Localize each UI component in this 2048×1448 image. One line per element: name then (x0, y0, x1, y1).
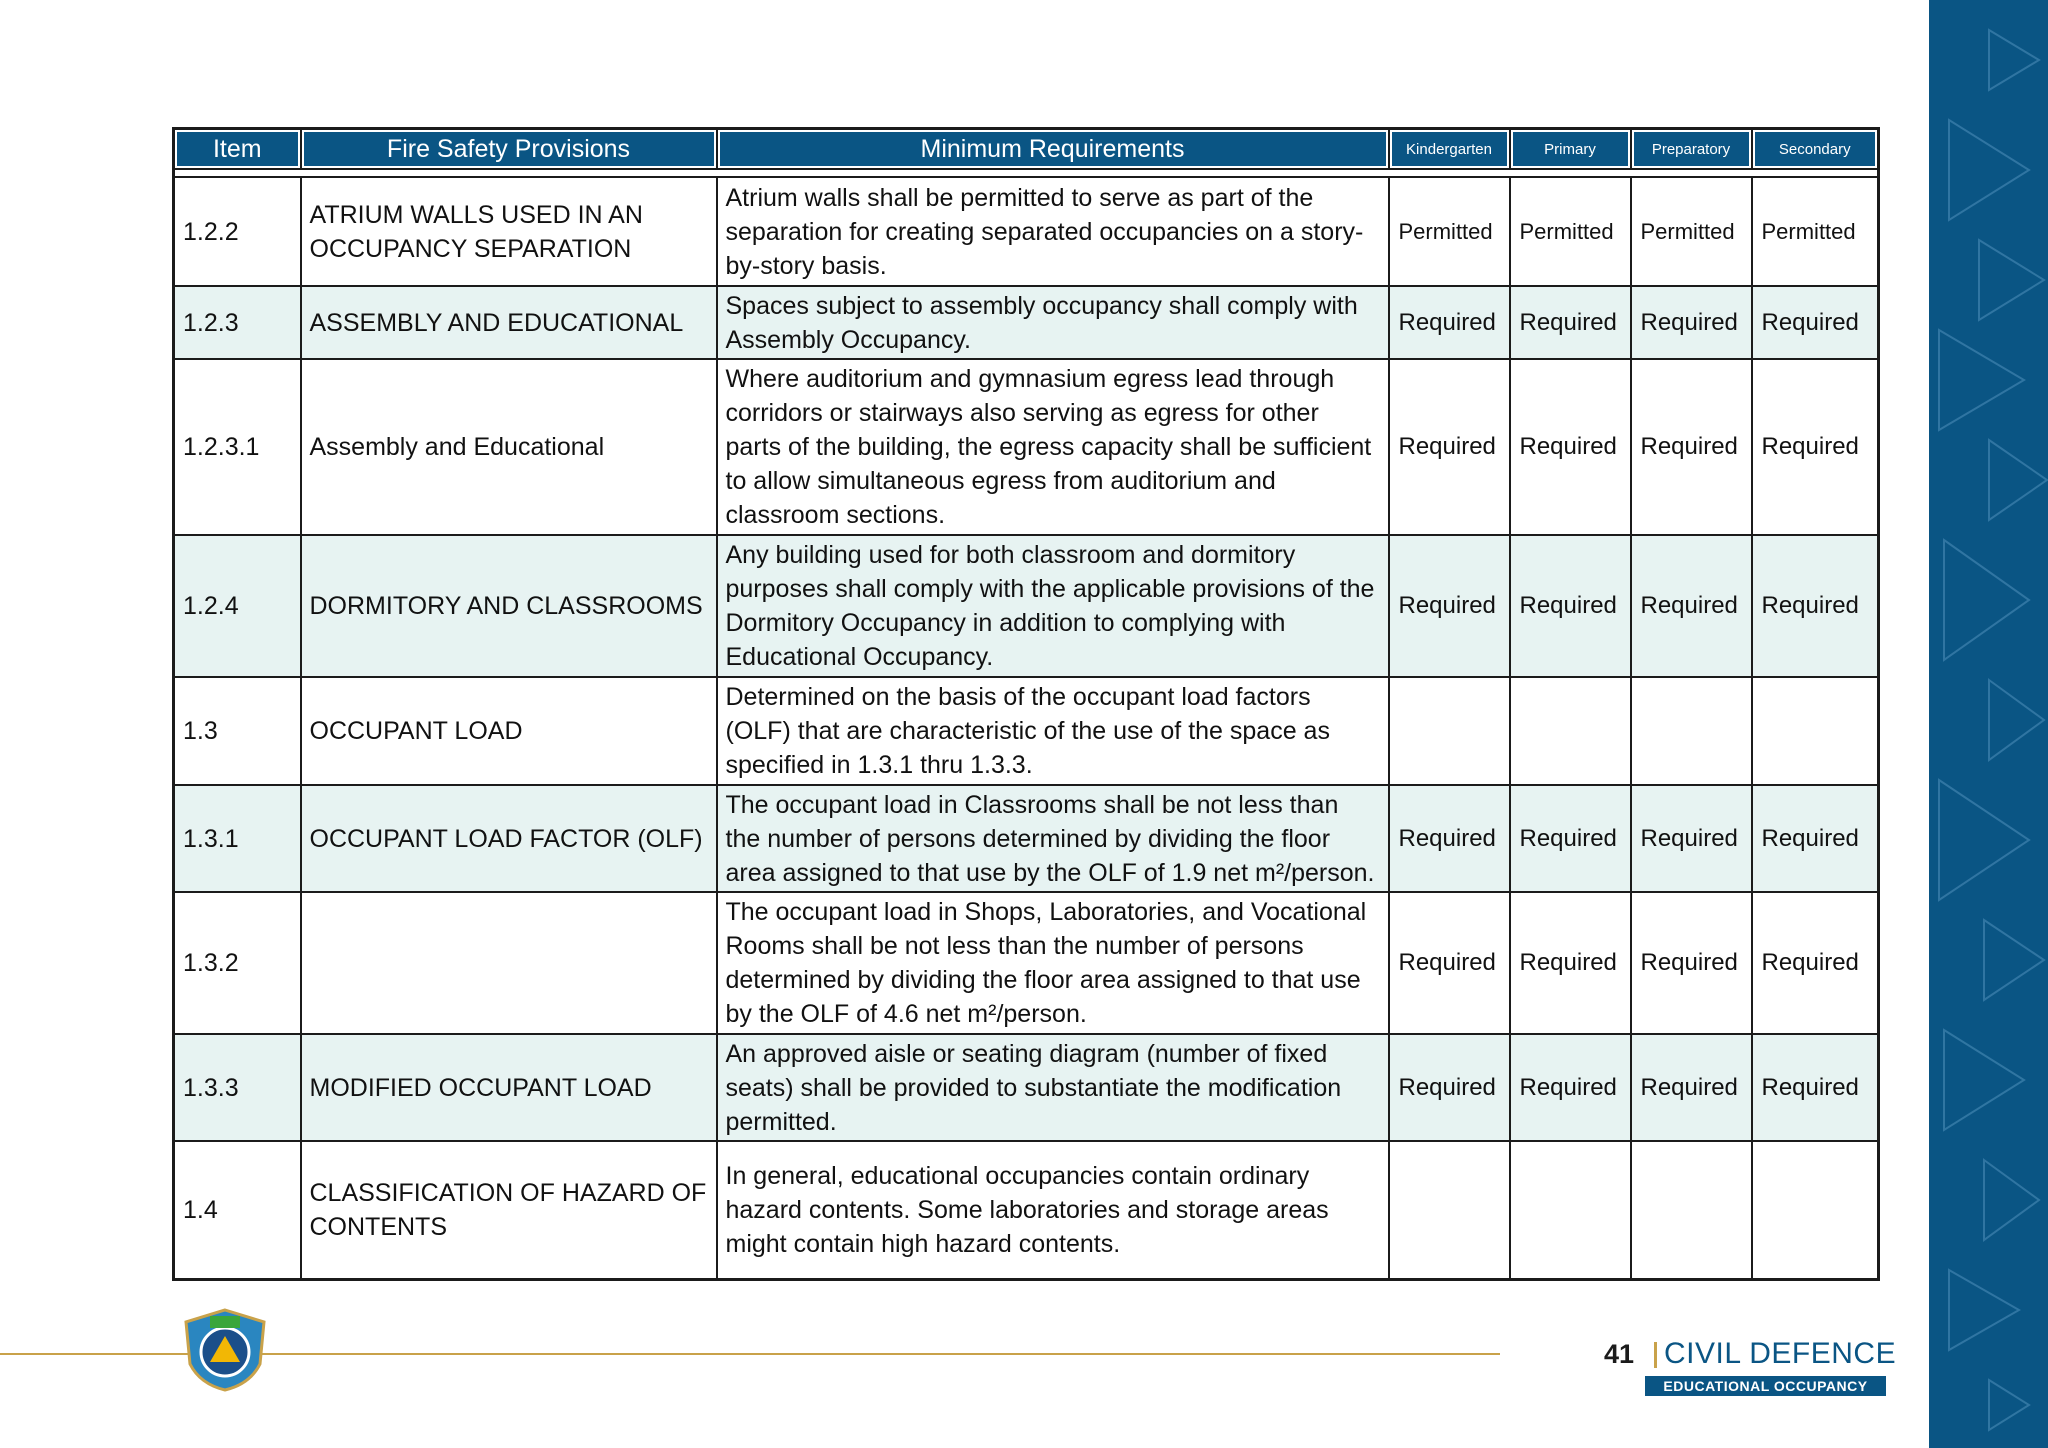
secondary-cell: Required (1752, 785, 1879, 892)
table-row (174, 286, 1879, 359)
table-row (174, 535, 1879, 677)
header-preparatory: Preparatory (1631, 129, 1752, 170)
item-cell: 1.2.4 (174, 535, 301, 677)
primary-cell: Required (1510, 892, 1631, 1034)
requirement-cell: Atrium walls shall be permitted to serve as part of the separation for creating separated occupancies on a story-by-story basis. (717, 177, 1389, 286)
preparatory-cell: Required (1631, 286, 1752, 359)
requirement-cell: Where auditorium and gymnasium egress lead through corridors or stairways also serving as egress for other parts of the building, the egress capacity shall be sufficient to allow simultaneous egress from auditorium and classroom sections. (717, 359, 1389, 535)
requirement-cell: Spaces subject to assembly occupancy shall comply with Assembly Occupancy. (717, 286, 1389, 359)
section-badge: EDUCATIONAL OCCUPANCY (1645, 1376, 1886, 1396)
fire-safety-requirements-table (172, 127, 1880, 1281)
preparatory-cell: Required (1631, 785, 1752, 892)
primary-cell (1510, 1141, 1631, 1279)
preparatory-cell: Permitted (1631, 177, 1752, 286)
kindergarten-cell: Required (1389, 892, 1510, 1034)
table-row (174, 785, 1879, 892)
preparatory-cell: Required (1631, 535, 1752, 677)
preparatory-cell: Required (1631, 1034, 1752, 1141)
secondary-cell: Required (1752, 535, 1879, 677)
kindergarten-cell (1389, 677, 1510, 785)
item-cell: 1.3.3 (174, 1034, 301, 1141)
primary-cell: Required (1510, 785, 1631, 892)
kindergarten-cell: Required (1389, 535, 1510, 677)
secondary-cell: Permitted (1752, 177, 1879, 286)
header-fire-safety-provisions: Fire Safety Provisions (301, 129, 717, 170)
kindergarten-cell: Required (1389, 1034, 1510, 1141)
header-kindergarten: Kindergarten (1389, 129, 1510, 170)
provision-cell: ASSEMBLY AND EDUCATIONAL (301, 286, 717, 359)
primary-cell (1510, 677, 1631, 785)
primary-cell: Required (1510, 359, 1631, 535)
provision-cell (301, 892, 717, 1034)
item-cell: 1.3 (174, 677, 301, 785)
secondary-cell (1752, 677, 1879, 785)
provision-cell: ATRIUM WALLS USED IN AN OCCUPANCY SEPARATION (301, 177, 717, 286)
header-gap (174, 169, 1879, 177)
provision-cell: Assembly and Educational (301, 359, 717, 535)
header-minimum-requirements: Minimum Requirements (717, 129, 1389, 170)
brand-title: CIVIL DEFENCE (1664, 1337, 1897, 1370)
preparatory-cell (1631, 677, 1752, 785)
provision-cell: OCCUPANT LOAD FACTOR (OLF) (301, 785, 717, 892)
table-header-row (174, 129, 1879, 170)
kindergarten-cell: Required (1389, 785, 1510, 892)
triangle-pattern-icon (1929, 0, 2048, 1448)
requirement-cell: Any building used for both classroom and dormitory purposes shall comply with the applicable provisions of the Dormitory Occupancy in addition to complying with Educational Occupancy. (717, 535, 1389, 677)
preparatory-cell: Required (1631, 359, 1752, 535)
table-row (174, 359, 1879, 535)
preparatory-cell (1631, 1141, 1752, 1279)
provision-cell: MODIFIED OCCUPANT LOAD (301, 1034, 717, 1141)
provision-cell: OCCUPANT LOAD (301, 677, 717, 785)
decorative-side-band (1929, 0, 2048, 1448)
preparatory-cell: Required (1631, 892, 1752, 1034)
secondary-cell: Required (1752, 286, 1879, 359)
primary-cell: Required (1510, 286, 1631, 359)
requirement-cell: The occupant load in Shops, Laboratories, and Vocational Rooms shall be not less than the number of persons determined by dividing the floor area assigned to that use by the OLF of 4.6 net m²/person. (717, 892, 1389, 1034)
primary-cell: Required (1510, 535, 1631, 677)
kindergarten-cell (1389, 1141, 1510, 1279)
table-row (174, 892, 1879, 1034)
kindergarten-cell: Permitted (1389, 177, 1510, 286)
header-item: Item (174, 129, 301, 170)
kindergarten-cell: Required (1389, 286, 1510, 359)
requirement-cell: Determined on the basis of the occupant load factors (OLF) that are characteristic of the use of the space as specified in 1.3.1 thru 1.3.3. (717, 677, 1389, 785)
item-cell: 1.3.2 (174, 892, 301, 1034)
item-cell: 1.3.1 (174, 785, 301, 892)
primary-cell: Permitted (1510, 177, 1631, 286)
item-cell: 1.2.3.1 (174, 359, 301, 535)
civil-defence-emblem-icon (180, 1308, 270, 1392)
footer-divider (1654, 1342, 1657, 1368)
provision-cell: CLASSIFICATION OF HAZARD OF CONTENTS (301, 1141, 717, 1279)
header-primary: Primary (1510, 129, 1631, 170)
secondary-cell (1752, 1141, 1879, 1279)
requirement-cell: An approved aisle or seating diagram (number of fixed seats) shall be provided to substantiate the modification permitted. (717, 1034, 1389, 1141)
page-number: 41 (1604, 1339, 1635, 1369)
requirement-cell: In general, educational occupancies contain ordinary hazard contents. Some laboratories and storage areas might contain high hazard contents. (717, 1141, 1389, 1279)
table-row (174, 677, 1879, 785)
item-cell: 1.2.2 (174, 177, 301, 286)
provision-cell: DORMITORY AND CLASSROOMS (301, 535, 717, 677)
item-cell: 1.4 (174, 1141, 301, 1279)
secondary-cell: Required (1752, 892, 1879, 1034)
secondary-cell: Required (1752, 1034, 1879, 1141)
table-row (174, 1034, 1879, 1141)
secondary-cell: Required (1752, 359, 1879, 535)
table-row (174, 1141, 1879, 1279)
requirement-cell: The occupant load in Classrooms shall be not less than the number of persons determined by dividing the floor area assigned to that use by the OLF of 1.9 net m²/person. (717, 785, 1389, 892)
header-secondary: Secondary (1752, 129, 1879, 170)
kindergarten-cell: Required (1389, 359, 1510, 535)
item-cell: 1.2.3 (174, 286, 301, 359)
primary-cell: Required (1510, 1034, 1631, 1141)
table-row (174, 177, 1879, 286)
